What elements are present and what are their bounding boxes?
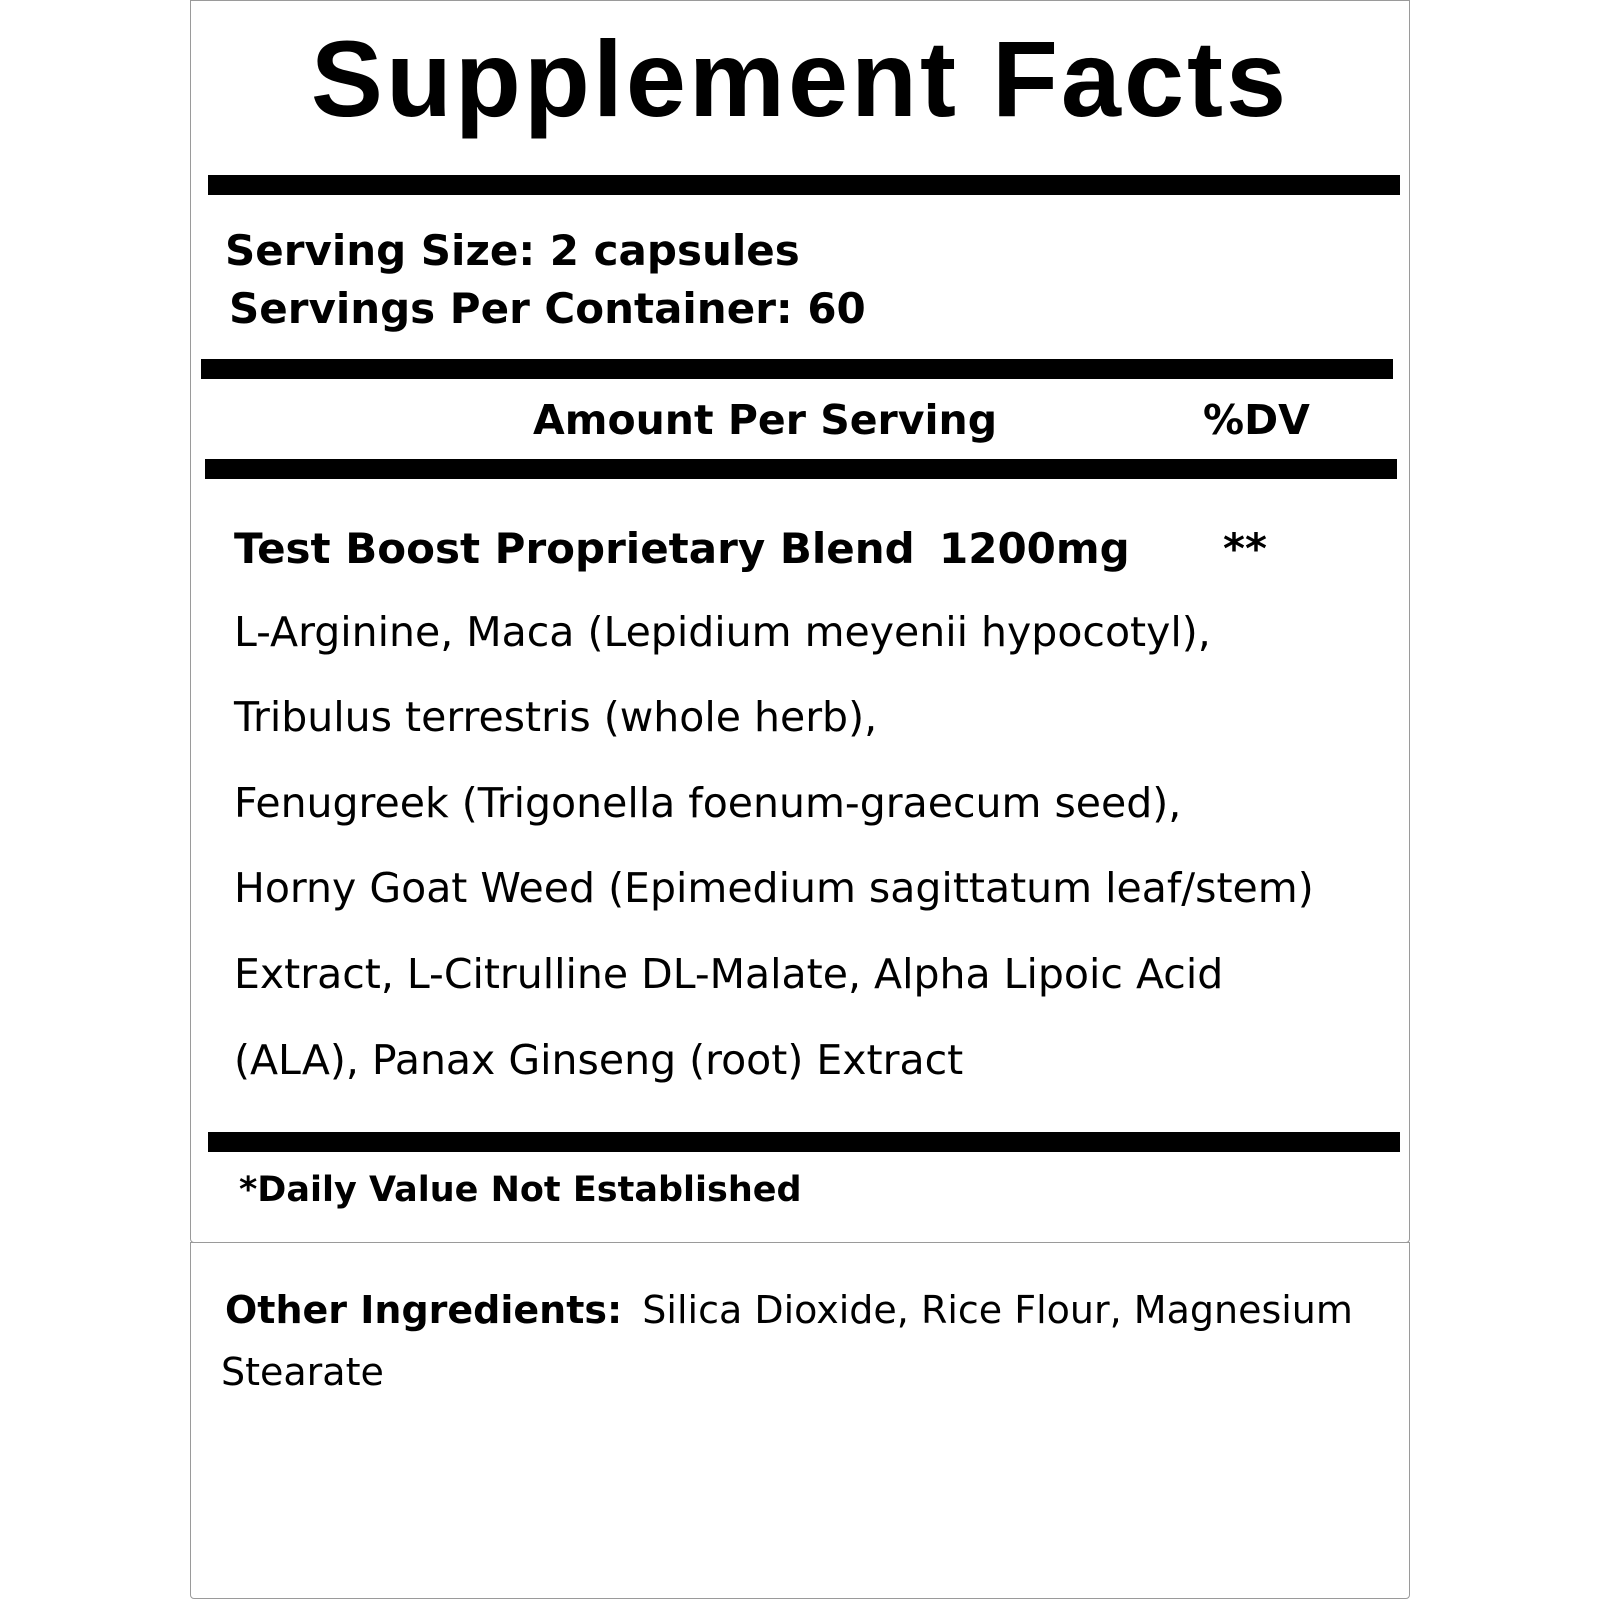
label-title: Supplement Facts <box>310 18 1290 139</box>
blend-amount: 1200mg <box>939 524 1130 573</box>
divider-top <box>208 175 1400 195</box>
amount-per-serving-header: Amount Per Serving <box>533 396 998 444</box>
divider-serving <box>201 359 1393 379</box>
blend-ingredient-line: L-Arginine, Maca (Lepidium meyenii hypocotyl), <box>234 608 1211 656</box>
blend-ingredient-line: (ALA), Panax Ginseng (root) Extract <box>234 1036 964 1084</box>
blend-name: Test Boost Proprietary Blend <box>234 524 915 573</box>
daily-value-footnote: *Daily Value Not Established <box>239 1170 802 1210</box>
blend-ingredient-line: Tribulus terrestris (whole herb), <box>234 693 878 741</box>
other-ingredients-line <box>225 1285 1353 1335</box>
divider-header <box>205 459 1397 479</box>
other-ingredients-label: Other Ingredients: <box>225 1288 623 1332</box>
dv-header: %DV <box>1203 396 1310 444</box>
supplement-facts-panel <box>190 0 1410 1243</box>
blend-dv: ** <box>1223 524 1267 573</box>
divider-bottom <box>208 1132 1400 1152</box>
other-ingredients-line-2: Stearate <box>221 1350 384 1394</box>
other-ingredients-value: Silica Dioxide, Rice Flour, Magnesium <box>642 1288 1353 1332</box>
blend-ingredient-line: Horny Goat Weed (Epimedium sagittatum leaf/stem) <box>234 864 1314 912</box>
blend-ingredient-line: Extract, L-Citrulline DL-Malate, Alpha Lipoic Acid <box>234 950 1224 998</box>
blend-ingredient-line: Fenugreek (Trigonella foenum-graecum seed), <box>234 779 1182 827</box>
serving-size: Serving Size: 2 capsules <box>225 226 800 275</box>
other-ingredients-panel <box>190 1242 1410 1599</box>
servings-per-container: Servings Per Container: 60 <box>229 284 866 333</box>
